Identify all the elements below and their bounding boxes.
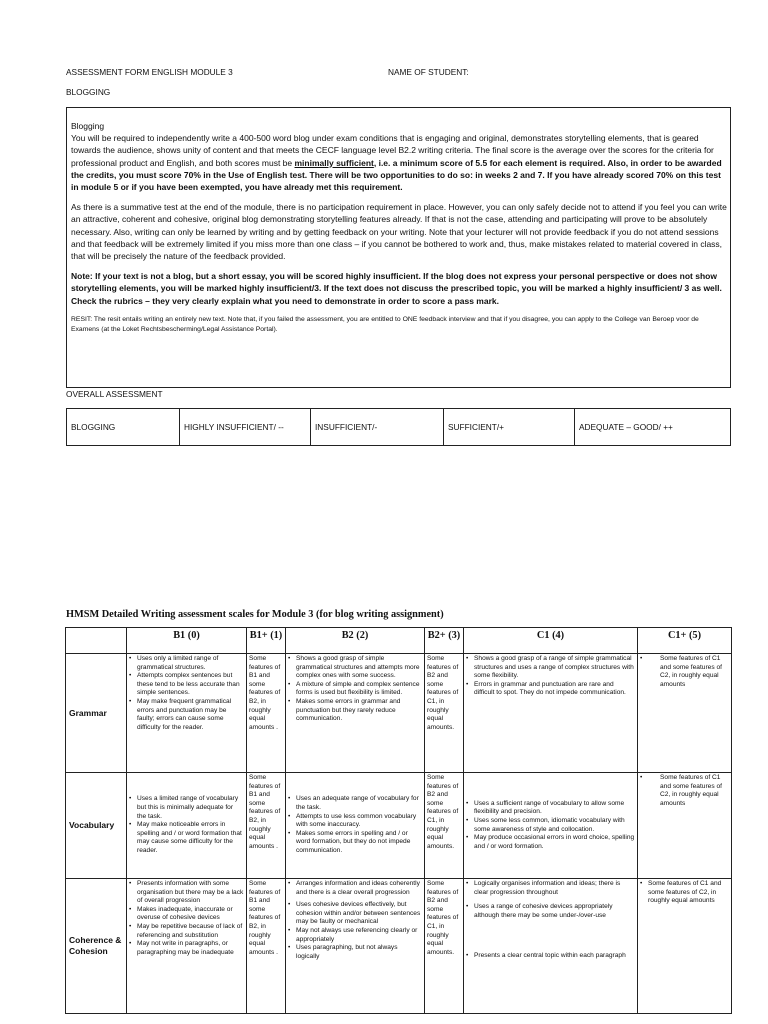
intro-p1-underlined: minimally sufficient bbox=[294, 157, 374, 168]
intro-paragraph-2: As there is a summative test at the end of the module, there is no participation requirement in place. However, you can only safely decide not to attend if you feel you can write an attractive, coherent and cohesive, original blog demonstrating storytelling features already. If that is not the case, attending and participating will prove to be absolutely necessary. Also, writing can only be learned by writing and by getting feedback on your writing. Note that your lecturer will not provide feedback if you do not attend sessions and that feedback will be extremely limited if you miss more than one class – if you cannot be bothered to work and, thus, make mistakes related to material covered in class, that will be precisely the nature of the feedback provided. bbox=[71, 202, 727, 262]
list-item: • Makes inadequate, inaccurate or overuse of cohesive devices bbox=[129, 906, 244, 923]
row-label-grammar: Grammar bbox=[66, 654, 127, 773]
coherence-b2 bbox=[286, 879, 425, 1014]
list-item: • Attempts to use less common vocabulary with some inaccuracy. bbox=[288, 813, 422, 830]
vocabulary-b1-plus: Some features of B1 and some features of B2, in roughly equal amounts . bbox=[247, 773, 286, 879]
writing-scales-table bbox=[65, 627, 732, 1014]
header-b1-plus: B1+ (1) bbox=[247, 628, 286, 654]
overall-cell-blogging: BLOGGING bbox=[67, 409, 180, 446]
list-item: • Makes some errors in spelling and / or word formation, but they do not impede communication. bbox=[288, 830, 422, 856]
scales-title: HMSM Detailed Writing assessment scales for Module 3 (for blog writing assignment) bbox=[66, 609, 444, 620]
intro-paragraph-1 bbox=[71, 132, 727, 193]
list-item: • Uses paragraphing, but not always logically bbox=[288, 944, 422, 961]
overall-cell-insufficient: INSUFFICIENT/- bbox=[311, 409, 444, 446]
coherence-b2-plus: Some features of B2 and some features of C1, in roughly equal amounts. bbox=[425, 879, 464, 1014]
vocabulary-b1 bbox=[127, 773, 247, 879]
list-item: • May produce occasional errors in word choice, spelling and / or word formation. bbox=[466, 834, 635, 851]
list-item: • Uses cohesive devices effectively, but cohesion within and/or between sentences may be faulty or mechanical bbox=[288, 901, 422, 927]
table-row bbox=[66, 654, 732, 773]
resit-note: RESIT: The resit entails writing an entirely new text. Note that, if you failed the assessment, you are entitled to ONE feedback interview and that if you disagree, you can apply to the College van Beroep voor de Examens (at the Loket Rechtsbescherming/Legal Assistance Portal). bbox=[71, 315, 699, 333]
overall-cell-highly-insufficient: HIGHLY INSUFFICIENT/ -- bbox=[180, 409, 311, 446]
grammar-b1-plus: Some features of B1 and some features of B2, in roughly equal amounts . bbox=[247, 654, 286, 773]
overall-cell-adequate-good: ADEQUATE – GOOD/ ++ bbox=[575, 409, 731, 446]
header-b1: B1 (0) bbox=[127, 628, 247, 654]
header-c1-plus: C1+ (5) bbox=[638, 628, 732, 654]
list-item: • Arranges information and ideas coherently and there is a clear overall progression bbox=[288, 880, 422, 897]
list-item: • Uses a sufficient range of vocabulary to allow some flexibility and precision. bbox=[466, 800, 635, 817]
list-item: • Logically organises information and ideas; there is clear progression throughout bbox=[466, 880, 635, 897]
list-item: • Uses some less common, idiomatic vocabulary with some awareness of style and collocation. bbox=[466, 817, 635, 834]
scales-header-row bbox=[66, 628, 732, 654]
intro-box bbox=[66, 107, 731, 388]
header-b2-plus: B2+ (3) bbox=[425, 628, 464, 654]
list-item: • A mixture of simple and complex sentence forms is used but flexibility is limited. bbox=[288, 681, 422, 698]
row-label-coherence-cohesion: Coherence & Cohesion bbox=[66, 879, 127, 1014]
list-item: • Shows a good grasp of a range of simple grammatical structures and uses a range of complex structures with some flexibility. bbox=[466, 655, 635, 681]
header-c1: C1 (4) bbox=[464, 628, 638, 654]
list-item: • Some features of C1 and some features of C2, in roughly equal amounts bbox=[640, 774, 729, 808]
list-item: • Errors in grammar and punctuation are rare and difficult to spot. They do not impede communication. bbox=[466, 681, 635, 698]
intro-p1-bold: , i.e. a minimum score of 5.5 for each element is required. Also, in order to be awarded the credits, you must score 70% in the Use of English test. There will be two opportunities to do so: in weeks 2 and 7. If you have already scored 70% on this test in module 5 or if you have been exempted, you have already met this requirement. bbox=[71, 157, 722, 193]
list-item: • Shows a good grasp of simple grammatical structures and attempts more complex ones with some success. bbox=[288, 655, 422, 681]
list-item: • Presents a clear central topic within each paragraph bbox=[466, 952, 635, 961]
list-item: • May be repetitive because of lack of referencing and substitution bbox=[129, 923, 244, 940]
grammar-b2 bbox=[286, 654, 425, 773]
grammar-c1 bbox=[464, 654, 638, 773]
coherence-b1 bbox=[127, 879, 247, 1014]
subject-label: BLOGGING bbox=[66, 87, 111, 97]
list-item: • Some features of C1 and some features of C2, in roughly equal amounts bbox=[640, 655, 729, 689]
table-row bbox=[66, 879, 732, 1014]
student-name-label: NAME OF STUDENT: bbox=[388, 67, 469, 77]
vocabulary-c1-plus bbox=[638, 773, 732, 879]
vocabulary-c1 bbox=[464, 773, 638, 879]
header-b2: B2 (2) bbox=[286, 628, 425, 654]
list-item: • Presents information with some organisation but there may be a lack of overall progression bbox=[129, 880, 244, 906]
list-item: • Uses a limited range of vocabulary but this is minimally adequate for the task. bbox=[129, 795, 244, 821]
overall-assessment-title: OVERALL ASSESSMENT bbox=[66, 389, 163, 399]
intro-p1-text: You will be required to independently write a 400-500 word blog under exam conditions that is engaging and original, demonstrates storytelling elements, that is geared towards the audience, shows unity of content and that meets the CECF language level B2.2 writing criteria. The final score is the average over the scores for the criteria for professional product and English, and both scores must be bbox=[71, 133, 714, 168]
list-item: • May not always use referencing clearly or appropriately bbox=[288, 927, 422, 944]
grammar-b1 bbox=[127, 654, 247, 773]
vocabulary-b2 bbox=[286, 773, 425, 879]
list-item: • May make frequent grammatical errors and punctuation may be faulty; errors can cause some difficulty for the reader. bbox=[129, 698, 244, 732]
list-item: • May not write in paragraphs, or paragraphing may be inadequate bbox=[129, 940, 244, 957]
coherence-c1-plus bbox=[638, 879, 732, 1014]
list-item: • Uses an adequate range of vocabulary for the task. bbox=[288, 795, 422, 812]
coherence-c1 bbox=[464, 879, 638, 1014]
grammar-c1-plus bbox=[638, 654, 732, 773]
vocabulary-b2-plus: Some features of B2 and some features of C1, in roughly equal amounts. bbox=[425, 773, 464, 879]
intro-paragraph-3: Note: If your text is not a blog, but a short essay, you will be scored highly insufficient. If the blog does not express your personal perspective or does not show storytelling elements, you will be marked highly insufficient/3. If the text does not discuss the prescribed topic, you will be marked a highly insufficient/ 3 as well. Check the rubrics – they very clearly explain what you need to demonstrate in order to score a pass mark. bbox=[71, 271, 722, 306]
intro-heading: Blogging bbox=[71, 121, 105, 131]
list-item: • Attempts complex sentences but these tend to be less accurate than simple sentences. bbox=[129, 672, 244, 698]
list-item: • Uses only a limited range of grammatical structures. bbox=[129, 655, 244, 672]
form-title: ASSESSMENT FORM ENGLISH MODULE 3 bbox=[66, 67, 233, 77]
overall-cell-sufficient: SUFFICIENT/+ bbox=[444, 409, 575, 446]
row-label-vocabulary: Vocabulary bbox=[66, 773, 127, 879]
coherence-b1-plus: Some features of B1 and some features of B2, in roughly equal amounts . bbox=[247, 879, 286, 1014]
list-item: • Uses a range of cohesive devices appropriately although there may be some under-/over-use bbox=[466, 903, 635, 920]
grammar-b2-plus: Some features of B2 and some features of C1, in roughly equal amounts. bbox=[425, 654, 464, 773]
list-item: • May make noticeable errors in spelling and / or word formation that may cause some difficulty for the reader. bbox=[129, 821, 244, 855]
overall-row bbox=[67, 409, 731, 446]
list-item: • Some features of C1 and some features of C2, in roughly equal amounts bbox=[640, 880, 729, 906]
overall-assessment-table bbox=[66, 408, 731, 446]
table-row bbox=[66, 773, 732, 879]
list-item: • Makes some errors in grammar and punctuation but they rarely reduce communication. bbox=[288, 698, 422, 724]
header-empty bbox=[66, 628, 127, 654]
